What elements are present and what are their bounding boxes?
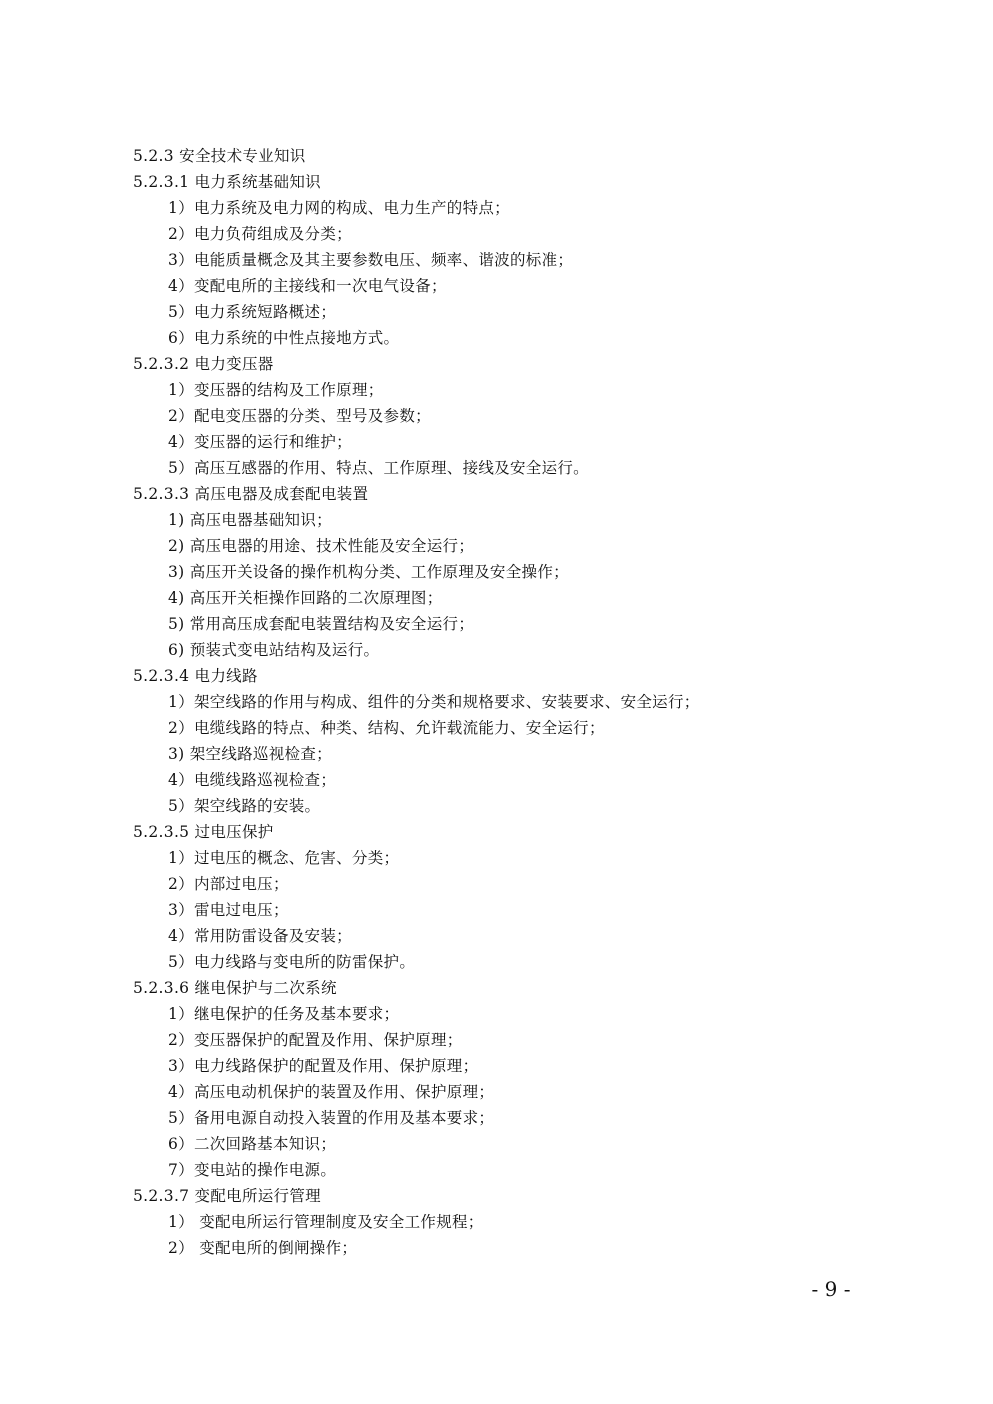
page-number: - 9 - — [811, 1277, 851, 1301]
list-item: 1）变压器的结构及工作原理； — [168, 381, 384, 399]
list-item: 6）电力系统的中性点接地方式。 — [168, 329, 400, 347]
list-item: 3) 架空线路巡视检查； — [168, 745, 332, 763]
section-heading: 5.2.3.6 继电保护与二次系统 — [133, 979, 337, 997]
list-item: 2）电缆线路的特点、种类、结构、允许载流能力、安全运行； — [168, 719, 605, 737]
list-item: 5）电力线路与变电所的防雷保护。 — [168, 953, 416, 971]
section-heading: 5.2.3.3 高压电器及成套配电装置 — [133, 485, 369, 503]
list-item: 4) 高压开关柜操作回路的二次原理图； — [168, 589, 443, 607]
list-item: 4）变配电所的主接线和一次电气设备； — [168, 277, 447, 295]
list-item: 7）变电站的操作电源。 — [168, 1161, 337, 1179]
list-item: 6）二次回路基本知识； — [168, 1135, 337, 1153]
list-item: 5) 常用高压成套配电装置结构及安全运行； — [168, 615, 475, 633]
document-body — [133, 143, 893, 1261]
list-item: 2）配电变压器的分类、型号及参数； — [168, 407, 431, 425]
list-item: 5）备用电源自动投入装置的作用及基本要求； — [168, 1109, 495, 1127]
list-item: 3）雷电过电压； — [168, 901, 289, 919]
list-item: 2）变压器保护的配置及作用、保护原理； — [168, 1031, 463, 1049]
section-heading: 5.2.3.2 电力变压器 — [133, 355, 274, 373]
list-item: 4）变压器的运行和维护； — [168, 433, 352, 451]
section-heading: 5.2.3.7 变配电所运行管理 — [133, 1187, 321, 1205]
section-heading: 5.2.3.5 过电压保护 — [133, 823, 274, 841]
list-item: 5）电力系统短路概述； — [168, 303, 337, 321]
list-item: 2) 高压电器的用途、技术性能及安全运行； — [168, 537, 475, 555]
list-item: 4）电缆线路巡视检查； — [168, 771, 337, 789]
list-item: 6) 预装式变电站结构及运行。 — [168, 641, 380, 659]
section-heading: 5.2.3.4 电力线路 — [133, 667, 258, 685]
list-item: 3）电力线路保护的配置及作用、保护原理； — [168, 1057, 479, 1075]
list-item: 1) 高压电器基础知识； — [168, 511, 332, 529]
list-item: 1）电力系统及电力网的构成、电力生产的特点； — [168, 199, 510, 217]
list-item: 1）过电压的概念、危害、分类； — [168, 849, 400, 867]
list-item: 1） 变配电所运行管理制度及安全工作规程； — [168, 1213, 484, 1231]
list-item: 1）架空线路的作用与构成、组件的分类和规格要求、安装要求、安全运行； — [168, 693, 700, 711]
list-item: 3）电能质量概念及其主要参数电压、频率、谐波的标准； — [168, 251, 574, 269]
list-item: 2） 变配电所的倒闸操作； — [168, 1239, 358, 1257]
section-heading: 5.2.3.1 电力系统基础知识 — [133, 173, 321, 191]
section-heading: 5.2.3 安全技术专业知识 — [133, 147, 306, 165]
list-item: 5）高压互感器的作用、特点、工作原理、接线及安全运行。 — [168, 459, 589, 477]
list-item: 2）电力负荷组成及分类； — [168, 225, 352, 243]
list-item: 5）架空线路的安装。 — [168, 797, 321, 815]
list-item: 4）高压电动机保护的装置及作用、保护原理； — [168, 1083, 495, 1101]
list-item: 3) 高压开关设备的操作机构分类、工作原理及安全操作； — [168, 563, 569, 581]
list-item: 2）内部过电压； — [168, 875, 289, 893]
list-item: 1）继电保护的任务及基本要求； — [168, 1005, 400, 1023]
list-item: 4）常用防雷设备及安装； — [168, 927, 352, 945]
